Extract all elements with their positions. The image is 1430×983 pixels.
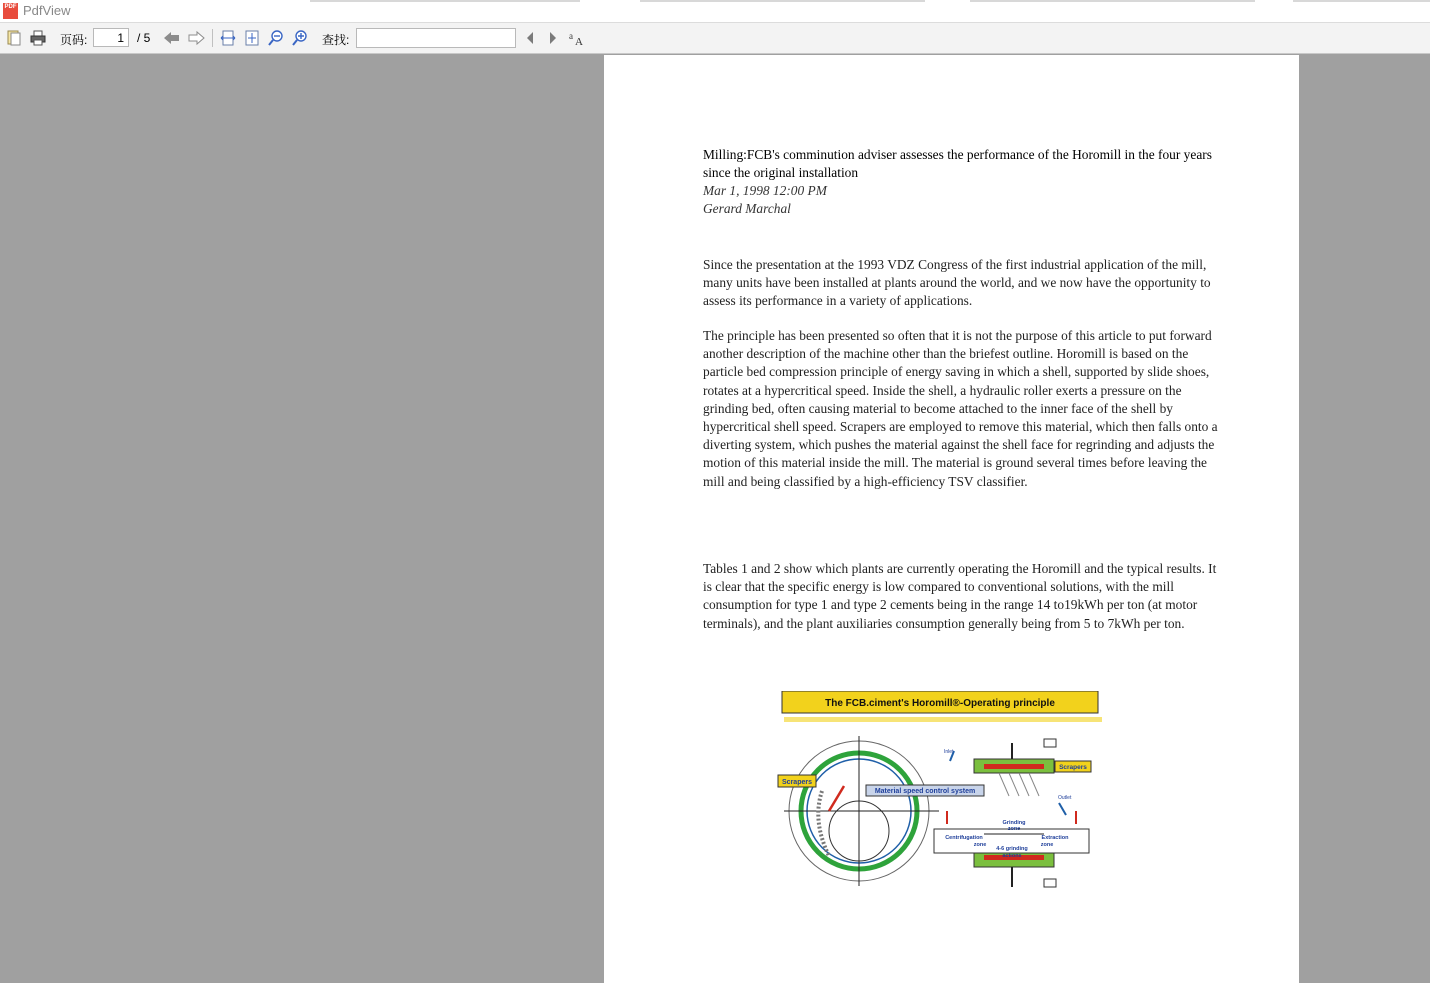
app-logo-text: PDF bbox=[4, 4, 17, 10]
tab-strip-line bbox=[970, 0, 1255, 2]
pdf-page bbox=[604, 55, 1299, 983]
page-label: 页码: bbox=[60, 33, 88, 47]
extraction-label-2: zone bbox=[1040, 842, 1054, 848]
flange-bottom bbox=[1044, 879, 1056, 887]
zoom-in-icon[interactable] bbox=[291, 29, 309, 47]
svg-text:A: A bbox=[575, 36, 583, 46]
outlet-arrow bbox=[1059, 803, 1066, 815]
toolbar bbox=[0, 22, 1430, 54]
fit-page-icon[interactable] bbox=[243, 29, 261, 47]
upper-liner bbox=[984, 764, 1044, 769]
title-bar bbox=[0, 0, 1430, 22]
toolbar-separator bbox=[212, 29, 213, 47]
next-page-icon[interactable] bbox=[187, 29, 205, 47]
flange-top bbox=[1044, 739, 1056, 747]
page-number-input[interactable] bbox=[93, 28, 129, 47]
scrapers-right-label: Scrapers bbox=[1059, 764, 1087, 771]
paragraph: The principle has been presented so often that it is not the purpose of this article to put forward another description of the machine other than the briefest outline. Horomill is based on the particle bed compression principle of energy saving in which a shell, supported by slide shoes, rotates at a hypercritical speed. Inside the shell, a hydraulic roller exerts a pressure on the grinding bed, often causing material to become attached to the inner face of the shell by hypercritical shell speed. Scrapers are employed to remove this material, which then falls onto a diverting system, which pushes the material against the shell face for regrinding and adjusts the motion of this material inside the mill. The material is ground several times before leaving the mill and being classified by a high-efficiency TSV classifier. bbox=[703, 328, 1218, 489]
grinding-actions-label-2: actions bbox=[1002, 853, 1022, 859]
paragraph: Tables 1 and 2 show which plants are currently operating the Horomill and the typical results. It is clear that the specific energy is low compared to conventional solutions, with the mill consumption for type 1 and type 2 cements being in the range 14 to19kWh per ton (at motor terminals), and the plant auxiliaries consumption generally being from 5 to 7kWh per ton. bbox=[703, 561, 1217, 631]
article-author: Gerard Marchal bbox=[703, 201, 791, 216]
zoom-out-icon[interactable] bbox=[267, 29, 285, 47]
find-prev-icon[interactable] bbox=[521, 29, 539, 47]
grinding-zone-label: Grinding bbox=[1002, 820, 1026, 826]
page-total: / 5 bbox=[137, 31, 151, 45]
find-next-icon[interactable] bbox=[544, 29, 562, 47]
app-title: PdfView bbox=[23, 3, 71, 18]
figure-title-underline bbox=[784, 717, 1102, 722]
search-label: 查找: bbox=[322, 33, 350, 47]
search-input[interactable] bbox=[356, 28, 516, 48]
tab-strip-line bbox=[1293, 0, 1430, 2]
print-icon[interactable] bbox=[29, 29, 47, 47]
paragraph: Since the presentation at the 1993 VDZ Congress of the first industrial application of the mill, many units have been installed at plants around the world, and we now have the opportunity to assess its performance in a variety of applications. bbox=[703, 257, 1211, 309]
centrifugation-label: Centrifugation bbox=[945, 835, 983, 841]
prev-page-icon[interactable] bbox=[163, 29, 181, 47]
inlet-label: Inlet bbox=[944, 749, 954, 755]
tab-strip-line bbox=[640, 0, 925, 2]
outlet-label: Outlet bbox=[1058, 795, 1072, 801]
app-logo-icon bbox=[3, 3, 18, 19]
tab-strip-line bbox=[310, 0, 580, 2]
article-date: Mar 1, 1998 12:00 PM bbox=[703, 183, 827, 198]
document-viewer[interactable] bbox=[0, 54, 1430, 982]
material-flow-lines bbox=[999, 773, 1039, 796]
material-speed-label: Material speed control system bbox=[874, 788, 976, 795]
scraper-left bbox=[829, 786, 844, 811]
article-headline: Milling:FCB's comminution adviser assesses the performance of the Horomill in the four years since the original installation bbox=[703, 147, 1212, 181]
svg-text:a: a bbox=[569, 31, 573, 41]
fit-width-icon[interactable] bbox=[219, 29, 237, 47]
extraction-label: Extraction bbox=[1041, 835, 1069, 841]
grinding-zone-label-2: zone bbox=[1007, 826, 1021, 832]
figure-title: The FCB.ciment's Horomill®-Operating principle bbox=[825, 698, 1055, 709]
horomill-diagram bbox=[774, 691, 1104, 896]
scrapers-left-label: Scrapers bbox=[782, 779, 812, 786]
centrifugation-label-2: zone bbox=[973, 842, 987, 848]
match-case-icon[interactable] bbox=[568, 29, 586, 47]
grinding-actions-label: 4-6 grinding bbox=[996, 846, 1028, 852]
open-icon[interactable] bbox=[5, 29, 23, 47]
